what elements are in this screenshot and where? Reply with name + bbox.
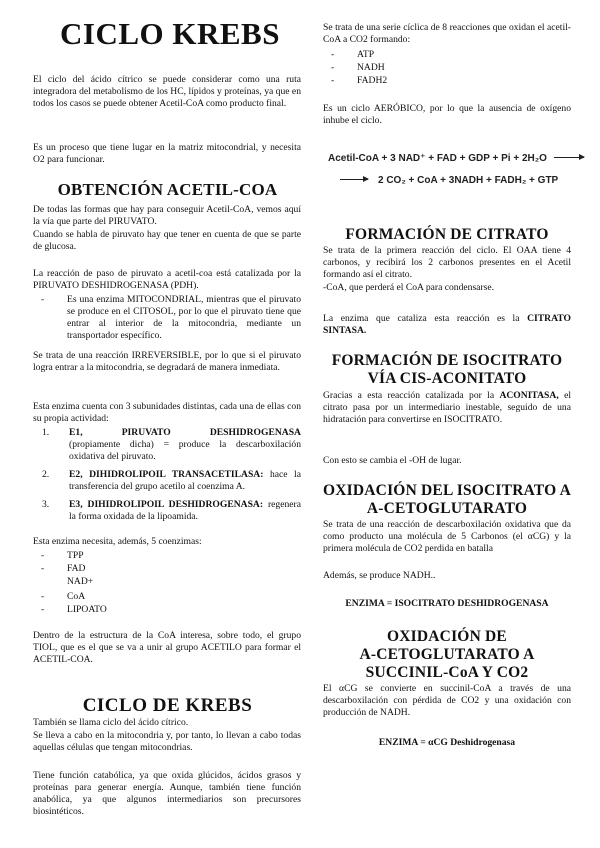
list-number: 2.: [42, 469, 50, 480]
section-heading-citrato: FORMACIÓN DE CITRATO: [345, 226, 549, 243]
section-heading-acetil-coa: OBTENCIÓN ACETIL-COA: [57, 180, 278, 199]
series-paragraph: Se trata de una serie cíclica de 8 reacciones que oxidan el acetil-CoA a CO2 formando:: [323, 22, 571, 45]
oxid-acg-enzyme: ENZIMA = αCG Deshidrogenasa: [378, 737, 516, 748]
list-item: - LIPOATO: [41, 604, 107, 615]
enzyme-name: E3, DIHIDROLIPOIL DESHIDROGENASA:: [69, 499, 264, 510]
intro-paragraph-2: Es un proceso que tiene lugar en la matriz mitocondrial, y necesita O2 para funcionar.: [33, 142, 301, 165]
list-item: - ATP: [331, 49, 375, 60]
list-item: [33, 499, 301, 523]
reaction-arrow-icon: [554, 157, 584, 158]
section-heading-ciclo-krebs: CICLO DE KREBS: [82, 695, 253, 716]
enzyme-description: hace la transferencia del grupo acetilo al coenzima A.: [69, 469, 301, 492]
equation-products: 2 CO₂ + CoA + 3NADH + FADH₂ + GTP: [378, 175, 559, 186]
krebs-overall-equation: [328, 148, 578, 188]
krebs-paragraph-3: Tiene función catabólica, ya que oxida glúcidos, ácidos grasos y proteínas para generar energía. Aunque, también tiene función anabólica, ya que algunos intermediarios son precursores biosintéticos.: [33, 770, 301, 817]
section-heading-oxidacion-isocitrato: OXIDACIÓN DEL ISOCITRATO A A-CETOGLUTARATO: [323, 482, 571, 517]
oxid-iso-paragraph-1: Se trata de una reacción de descarboxilación oxidativa que da como producto una molécula de 5 Carbonos (el αCG) y la primera molécula de CO2 perdida en batalla: [323, 519, 571, 554]
bullet-dash: -: [41, 294, 45, 305]
acetil-bullet-list: [33, 294, 301, 342]
isocitrato-paragraph-1: Gracias a esta reacción catalizada por la ACONITASA, el citrato pasa por un intermediario inestable, seguido de una hidratación para convertirse en ISOCITRATO.: [323, 390, 571, 425]
enzyme-subunit-list: [33, 427, 301, 523]
equation-reactants: Acetil-CoA + 3 NAD⁺ + FAD + GDP + Pi + 2H₂O: [328, 153, 547, 164]
aerobic-paragraph: Es un ciclo AERÓBICO, por lo que la ausencia de oxígeno inhube el ciclo.: [323, 103, 571, 126]
list-item: - TPP: [41, 550, 84, 561]
list-item: - FADH2: [331, 75, 388, 86]
oxid-iso-enzyme: ENZIMA = ISOCITRATO DESHIDROGENASA: [345, 598, 549, 609]
enzyme-name: CITRATO SINTASA.: [323, 313, 571, 336]
enzyme-name: E1, PIRUVATO DESHIDROGENASA: [69, 427, 301, 438]
isocitrato-paragraph-2: Con esto se cambia el -OH de lugar.: [323, 455, 462, 466]
section-heading-oxidacion-acg: OXIDACIÓN DE A-CETOGLUTARATO A SUCCINIL-CoA Y CO2: [359, 628, 535, 681]
citrato-paragraph-1: Se trata de la primera reacción del ciclo. El OAA tiene 4 carbonos, y recibirá los 2 carbonos presentes en el Acetil formando así el citrato.: [323, 245, 571, 280]
enzyme-name: E2, DIHIDROLIPOIL TRANSACETILASA:: [69, 469, 264, 480]
document-title: CICLO KREBS: [60, 16, 280, 51]
list-item: [33, 427, 301, 463]
acetil-paragraph-1: De todas las formas que hay para conseguir Acetil-CoA, vemos aquí la vía que parte del PIRUVATO.: [33, 204, 301, 227]
list-item: NAD+: [67, 576, 94, 587]
krebs-paragraph-1: También se llama ciclo del ácido cítrico.: [33, 717, 189, 728]
oxid-iso-paragraph-2: Además, se produce NADH..: [323, 570, 436, 581]
coenzymes-intro: Esta enzima necesita, además, 5 coenzimas:: [33, 536, 202, 547]
enzyme-description: (propiamente dicha) = produce la descarboxilación oxidativa del piruvato.: [69, 439, 301, 462]
list-item: [33, 469, 301, 493]
coenzyme-list: [33, 549, 233, 616]
citrato-paragraph-3: La enzima que cataliza esta reacción es la CITRATO SINTASA.: [323, 313, 571, 336]
acetil-paragraph-2: Cuando se habla de piruvato hay que tener en cuenta de que se parte de glucosa.: [33, 229, 301, 252]
enzyme-name: ACONITASA,: [499, 390, 559, 401]
citrato-paragraph-2: -CoA, que perderá el CoA para condensarse.: [323, 282, 495, 293]
enzyme-description: regenera la forma oxidada de la lipoamida.: [69, 499, 302, 522]
list-item: - NADH: [331, 62, 385, 73]
products-list: [323, 48, 523, 87]
reaction-arrow-icon: [340, 179, 368, 180]
list-number: 1.: [42, 427, 50, 438]
section-heading-isocitrato: FORMACIÓN DE ISOCITRATO VÍA CIS-ACONITATO: [331, 352, 563, 387]
list-item: - FAD: [41, 563, 86, 574]
coa-paragraph: Dentro de la estructura de la CoA interesa, sobre todo, el grupo TIOL, que es el que se va a unir al grupo ACETILO para formar el ACETIL-COA.: [33, 630, 301, 665]
acetil-paragraph-4: Se trata de una reacción IRREVERSIBLE, por lo que si el piruvato logra entrar a la mitocondria, se degradará de manera inmediata.: [33, 350, 301, 373]
acetil-paragraph-3: La reacción de paso de piruvato a acetil-coa está catalizada por la PIRUVATO DESHIDROGENASA (PDH).: [33, 268, 301, 291]
intro-paragraph-1: El ciclo del ácido cítrico se puede considerar como una ruta integradora del metabolismo de los HC, lípidos y proteínas, ya que en todos los casos se puede obtener Acetil-CoA como producto final.: [33, 74, 301, 109]
list-number: 3.: [42, 499, 50, 510]
krebs-paragraph-2: Se lleva a cabo en la mitocondria y, por tanto, lo llevan a cabo todas aquellas células que tengan mitocondrias.: [33, 730, 301, 753]
acetil-paragraph-5: Esta enzima cuenta con 3 subunidades distintas, cada una de ellas con su propia actividad:: [33, 401, 302, 424]
oxid-acg-paragraph-1: El αCG se convierte en succinil-CoA a través de una descarboxilación con pérdida de CO2 y una oxidación con producción de NADH.: [323, 683, 571, 718]
list-item: - CoA: [41, 591, 86, 602]
list-item: - Es una enzima MITOCONDRIAL, mientras que el piruvato se produce en el CITOSOL, por lo que el piruvato tiene que entrar al interior de la mitocondria, mediante un transportador específico.: [41, 294, 301, 341]
